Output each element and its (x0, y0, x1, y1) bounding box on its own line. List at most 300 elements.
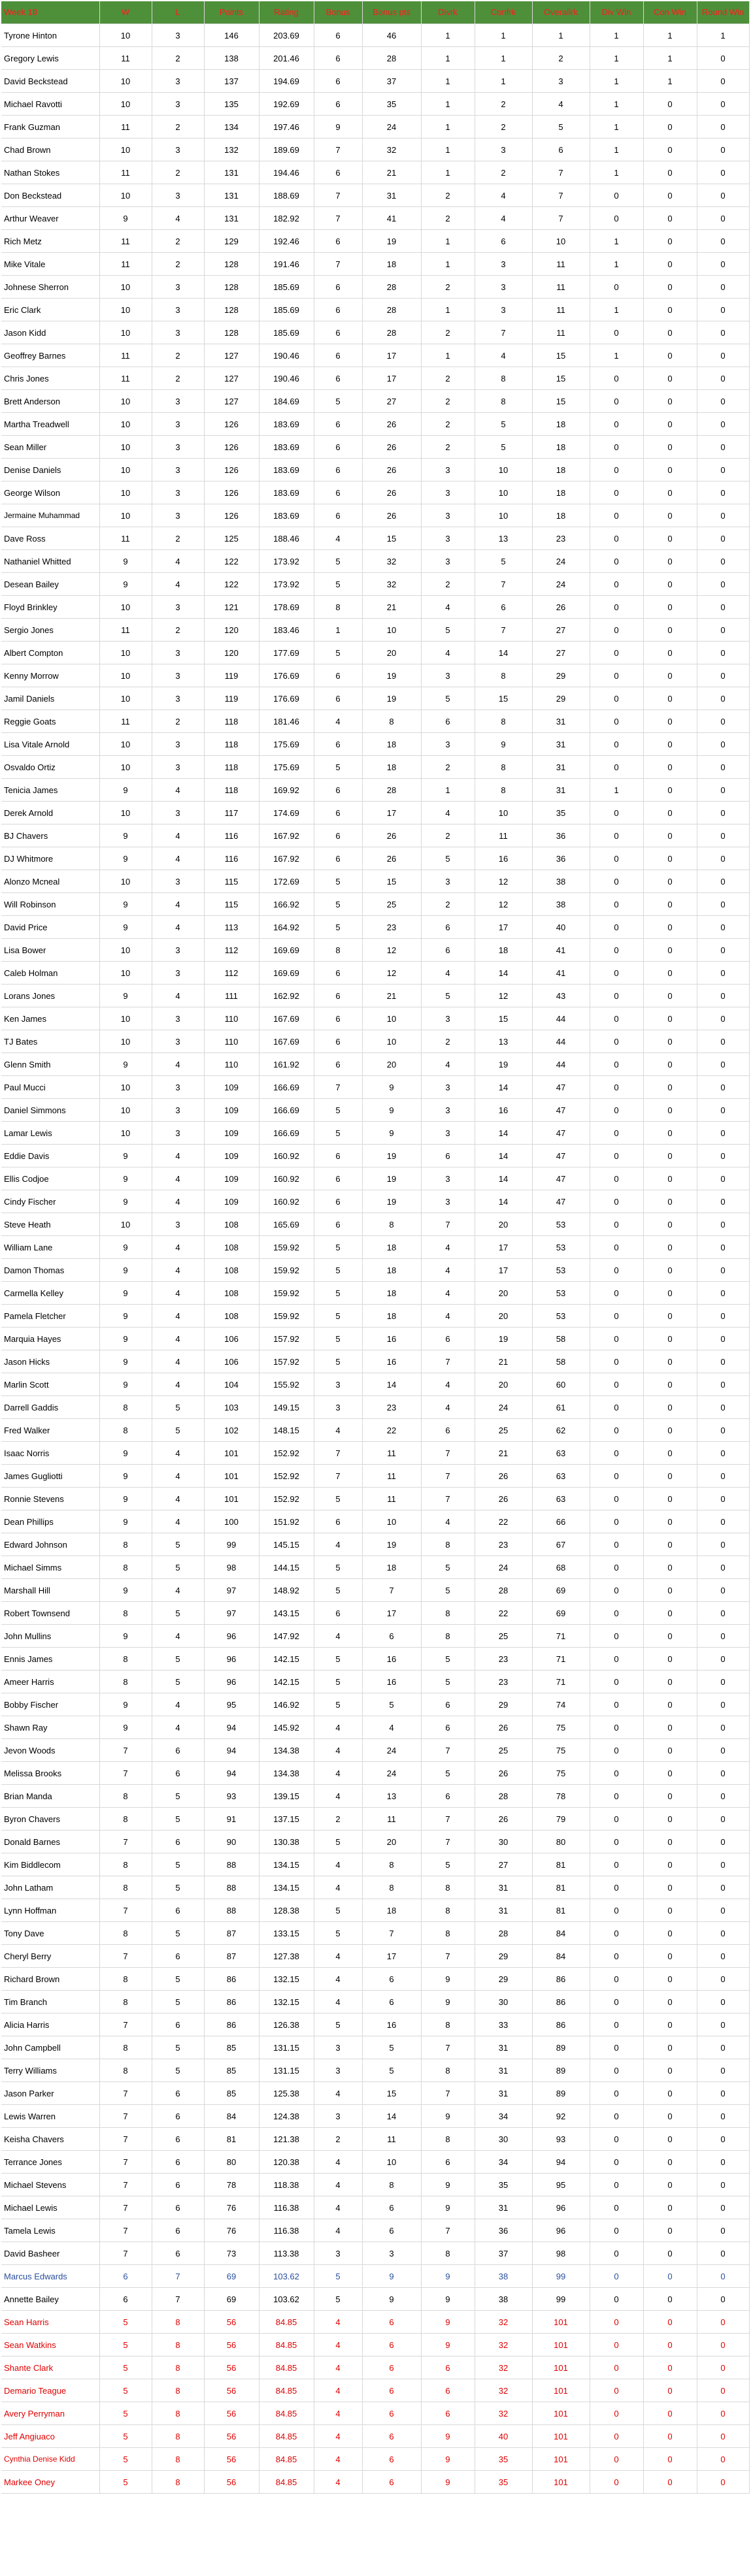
div-win: 0 (590, 459, 643, 481)
player-name: Alonzo Mcneal (1, 870, 99, 893)
div-rank: 2 (421, 367, 475, 390)
bonus: 6 (314, 93, 362, 116)
conf-rank: 4 (475, 184, 532, 207)
div-rank: 1 (421, 93, 475, 116)
con-win: 0 (643, 2379, 697, 2402)
table-row (1, 1876, 749, 1899)
bonus: 4 (314, 1876, 362, 1899)
conf-rank: 3 (475, 299, 532, 321)
round-win: 0 (697, 687, 749, 710)
overall-rank: 101 (532, 2402, 590, 2425)
div-win: 0 (590, 939, 643, 962)
conf-rank: 22 (475, 1510, 532, 1533)
wins: 8 (99, 2036, 152, 2059)
round-win: 0 (697, 2036, 749, 2059)
losses: 5 (152, 2036, 204, 2059)
bonus: 4 (314, 2174, 362, 2196)
div-rank: 9 (421, 2265, 475, 2288)
div-win: 0 (590, 367, 643, 390)
bonus-pts: 19 (362, 1533, 421, 1556)
points: 94 (204, 1762, 259, 1785)
rating: 173.92 (259, 550, 314, 573)
bonus-pts: 11 (362, 1808, 421, 1831)
wins: 7 (99, 2128, 152, 2151)
rating: 134.38 (259, 1739, 314, 1762)
div-rank: 2 (421, 390, 475, 413)
wins: 10 (99, 436, 152, 459)
table-row (1, 2356, 749, 2379)
overall-rank: 69 (532, 1579, 590, 1602)
wins: 7 (99, 2151, 152, 2174)
bonus-pts: 26 (362, 459, 421, 481)
overall-rank: 6 (532, 139, 590, 161)
div-win: 0 (590, 847, 643, 870)
table-row (1, 596, 749, 619)
player-name: TJ Bates (1, 1030, 99, 1053)
wins: 8 (99, 1648, 152, 1671)
div-rank: 8 (421, 2059, 475, 2082)
div-rank: 4 (421, 1510, 475, 1533)
overall-rank: 69 (532, 1602, 590, 1625)
div-rank: 2 (421, 184, 475, 207)
con-win: 0 (643, 1396, 697, 1419)
rating: 121.38 (259, 2128, 314, 2151)
points: 96 (204, 1648, 259, 1671)
bonus: 5 (314, 2014, 362, 2036)
con-win: 0 (643, 1190, 697, 1213)
player-name: James Gugliotti (1, 1465, 99, 1488)
table-row (1, 1510, 749, 1533)
wins: 8 (99, 1968, 152, 1991)
wins: 8 (99, 1533, 152, 1556)
con-win: 0 (643, 1922, 697, 1945)
round-win: 0 (697, 1671, 749, 1693)
rating: 103.62 (259, 2288, 314, 2311)
losses: 3 (152, 939, 204, 962)
rating: 152.92 (259, 1465, 314, 1488)
div-win: 0 (590, 870, 643, 893)
rating: 128.38 (259, 1899, 314, 1922)
div-win: 0 (590, 184, 643, 207)
conf-rank: 26 (475, 1488, 532, 1510)
points: 115 (204, 893, 259, 916)
points: 131 (204, 207, 259, 230)
table-row (1, 1808, 749, 1831)
div-win: 0 (590, 2036, 643, 2059)
table-row (1, 459, 749, 481)
player-name: Desean Bailey (1, 573, 99, 596)
overall-rank: 26 (532, 596, 590, 619)
points: 113 (204, 916, 259, 939)
div-win: 0 (590, 1236, 643, 1259)
player-name: Paul Mucci (1, 1076, 99, 1099)
conf-rank: 10 (475, 481, 532, 504)
bonus: 5 (314, 1259, 362, 1282)
rating: 178.69 (259, 596, 314, 619)
points: 119 (204, 664, 259, 687)
rating: 188.46 (259, 527, 314, 550)
conf-rank: 1 (475, 70, 532, 93)
losses: 2 (152, 253, 204, 276)
round-win: 0 (697, 459, 749, 481)
conf-rank: 8 (475, 390, 532, 413)
player-name: David Beckstead (1, 70, 99, 93)
div-rank: 2 (421, 756, 475, 779)
con-win: 0 (643, 2151, 697, 2174)
conf-rank: 3 (475, 253, 532, 276)
losses: 3 (152, 459, 204, 481)
overall-rank: 27 (532, 619, 590, 642)
player-name: John Campbell (1, 2036, 99, 2059)
column-header-round-win: Round Win (697, 1, 749, 24)
overall-rank: 47 (532, 1099, 590, 1122)
rating: 183.46 (259, 619, 314, 642)
table-row (1, 779, 749, 802)
overall-rank: 93 (532, 2128, 590, 2151)
table-row (1, 413, 749, 436)
wins: 9 (99, 1145, 152, 1167)
div-rank: 9 (421, 2196, 475, 2219)
div-win: 0 (590, 1350, 643, 1373)
bonus: 6 (314, 344, 362, 367)
player-name: Eddie Davis (1, 1145, 99, 1167)
table-row (1, 870, 749, 893)
overall-rank: 66 (532, 1510, 590, 1533)
rating: 159.92 (259, 1282, 314, 1305)
overall-rank: 43 (532, 985, 590, 1007)
con-win: 0 (643, 1145, 697, 1167)
points: 81 (204, 2128, 259, 2151)
rating: 130.38 (259, 1831, 314, 1853)
div-rank: 7 (421, 1831, 475, 1853)
table-row (1, 481, 749, 504)
round-win: 0 (697, 344, 749, 367)
div-rank: 8 (421, 1876, 475, 1899)
table-row (1, 1145, 749, 1167)
overall-rank: 5 (532, 116, 590, 139)
bonus-pts: 20 (362, 1053, 421, 1076)
round-win: 0 (697, 710, 749, 733)
points: 109 (204, 1076, 259, 1099)
bonus: 6 (314, 1213, 362, 1236)
points: 85 (204, 2059, 259, 2082)
con-win: 0 (643, 1579, 697, 1602)
points: 56 (204, 2356, 259, 2379)
player-name: Albert Compton (1, 642, 99, 664)
wins: 8 (99, 1396, 152, 1419)
table-row (1, 985, 749, 1007)
player-name: Michael Lewis (1, 2196, 99, 2219)
bonus: 4 (314, 2471, 362, 2494)
wins: 10 (99, 802, 152, 824)
bonus: 4 (314, 1991, 362, 2014)
con-win: 0 (643, 367, 697, 390)
losses: 4 (152, 1625, 204, 1648)
bonus-pts: 22 (362, 1419, 421, 1442)
bonus-pts: 17 (362, 367, 421, 390)
table-row (1, 893, 749, 916)
table-row (1, 2059, 749, 2082)
rating: 160.92 (259, 1145, 314, 1167)
overall-rank: 96 (532, 2196, 590, 2219)
points: 112 (204, 939, 259, 962)
wins: 7 (99, 2219, 152, 2242)
losses: 4 (152, 1167, 204, 1190)
conf-rank: 38 (475, 2265, 532, 2288)
overall-rank: 11 (532, 299, 590, 321)
points: 56 (204, 2379, 259, 2402)
conf-rank: 8 (475, 664, 532, 687)
bonus: 5 (314, 870, 362, 893)
wins: 10 (99, 1030, 152, 1053)
rating: 175.69 (259, 733, 314, 756)
div-win: 0 (590, 1122, 643, 1145)
overall-rank: 101 (532, 2334, 590, 2356)
overall-rank: 89 (532, 2059, 590, 2082)
rating: 190.46 (259, 344, 314, 367)
div-win: 1 (590, 139, 643, 161)
conf-rank: 19 (475, 1328, 532, 1350)
div-win: 1 (590, 24, 643, 47)
player-name: Brett Anderson (1, 390, 99, 413)
losses: 3 (152, 93, 204, 116)
div-rank: 5 (421, 1853, 475, 1876)
table-row (1, 1579, 749, 1602)
conf-rank: 21 (475, 1442, 532, 1465)
con-win: 0 (643, 2059, 697, 2082)
round-win: 0 (697, 299, 749, 321)
player-name: Donald Barnes (1, 1831, 99, 1853)
overall-rank: 63 (532, 1488, 590, 1510)
bonus-pts: 11 (362, 1442, 421, 1465)
bonus: 4 (314, 2402, 362, 2425)
player-name: Lorans Jones (1, 985, 99, 1007)
rating: 148.15 (259, 1419, 314, 1442)
losses: 5 (152, 1968, 204, 1991)
table-row (1, 47, 749, 70)
rating: 194.69 (259, 70, 314, 93)
div-rank: 3 (421, 1007, 475, 1030)
table-row (1, 1648, 749, 1671)
player-name: Reggie Goats (1, 710, 99, 733)
points: 109 (204, 1167, 259, 1190)
conf-rank: 10 (475, 802, 532, 824)
con-win: 0 (643, 1213, 697, 1236)
bonus: 7 (314, 184, 362, 207)
bonus: 5 (314, 1328, 362, 1350)
wins: 8 (99, 1671, 152, 1693)
overall-rank: 44 (532, 1030, 590, 1053)
player-name: Lisa Bower (1, 939, 99, 962)
table-row (1, 276, 749, 299)
rating: 131.15 (259, 2036, 314, 2059)
rating: 149.15 (259, 1396, 314, 1419)
bonus: 6 (314, 276, 362, 299)
overall-rank: 95 (532, 2174, 590, 2196)
conf-rank: 35 (475, 2448, 532, 2471)
div-rank: 6 (421, 1328, 475, 1350)
con-win: 0 (643, 1282, 697, 1305)
bonus: 5 (314, 1831, 362, 1853)
con-win: 0 (643, 2288, 697, 2311)
conf-rank: 12 (475, 893, 532, 916)
overall-rank: 86 (532, 1968, 590, 1991)
div-win: 0 (590, 1739, 643, 1762)
div-win: 0 (590, 573, 643, 596)
round-win: 0 (697, 390, 749, 413)
div-win: 0 (590, 321, 643, 344)
rating: 176.69 (259, 687, 314, 710)
points: 95 (204, 1693, 259, 1716)
points: 93 (204, 1785, 259, 1808)
con-win: 0 (643, 550, 697, 573)
column-header-bonus: Bonus (314, 1, 362, 24)
rating: 142.15 (259, 1648, 314, 1671)
table-row (1, 1739, 749, 1762)
con-win: 0 (643, 2356, 697, 2379)
round-win: 0 (697, 1465, 749, 1488)
div-win: 1 (590, 47, 643, 70)
div-rank: 9 (421, 2311, 475, 2334)
div-win: 0 (590, 1716, 643, 1739)
wins: 8 (99, 1419, 152, 1442)
bonus: 5 (314, 1648, 362, 1671)
div-rank: 5 (421, 1671, 475, 1693)
points: 56 (204, 2311, 259, 2334)
div-win: 0 (590, 2174, 643, 2196)
bonus-pts: 31 (362, 184, 421, 207)
points: 96 (204, 1625, 259, 1648)
round-win: 0 (697, 824, 749, 847)
conf-rank: 6 (475, 230, 532, 253)
div-rank: 1 (421, 161, 475, 184)
rating: 84.85 (259, 2311, 314, 2334)
div-rank: 2 (421, 573, 475, 596)
div-win: 0 (590, 1533, 643, 1556)
div-win: 0 (590, 1785, 643, 1808)
wins: 9 (99, 1442, 152, 1465)
div-win: 0 (590, 1373, 643, 1396)
div-rank: 9 (421, 2105, 475, 2128)
player-name: Glenn Smith (1, 1053, 99, 1076)
points: 110 (204, 1007, 259, 1030)
round-win: 0 (697, 139, 749, 161)
table-row (1, 733, 749, 756)
round-win: 0 (697, 1831, 749, 1853)
div-win: 0 (590, 481, 643, 504)
points: 56 (204, 2402, 259, 2425)
div-win: 0 (590, 1259, 643, 1282)
player-name: Brian Manda (1, 1785, 99, 1808)
round-win: 0 (697, 1076, 749, 1099)
wins: 8 (99, 1991, 152, 2014)
column-header-confrk: Confrk (475, 1, 532, 24)
losses: 4 (152, 1442, 204, 1465)
points: 103 (204, 1396, 259, 1419)
div-win: 0 (590, 1076, 643, 1099)
bonus: 5 (314, 1305, 362, 1328)
points: 118 (204, 756, 259, 779)
round-win: 0 (697, 436, 749, 459)
div-win: 0 (590, 2242, 643, 2265)
losses: 2 (152, 527, 204, 550)
losses: 5 (152, 1396, 204, 1419)
wins: 9 (99, 847, 152, 870)
rating: 148.92 (259, 1579, 314, 1602)
bonus-pts: 14 (362, 1373, 421, 1396)
div-win: 0 (590, 2471, 643, 2494)
overall-rank: 75 (532, 1762, 590, 1785)
bonus-pts: 6 (362, 1625, 421, 1648)
rating: 120.38 (259, 2151, 314, 2174)
rating: 160.92 (259, 1167, 314, 1190)
overall-rank: 81 (532, 1876, 590, 1899)
table-row (1, 1556, 749, 1579)
overall-rank: 41 (532, 962, 590, 985)
wins: 11 (99, 47, 152, 70)
wins: 10 (99, 93, 152, 116)
round-win: 0 (697, 116, 749, 139)
losses: 3 (152, 756, 204, 779)
bonus-pts: 17 (362, 344, 421, 367)
table-row (1, 207, 749, 230)
wins: 7 (99, 1762, 152, 1785)
bonus-pts: 10 (362, 1510, 421, 1533)
table-row (1, 1442, 749, 1465)
player-name: Johnese Sherron (1, 276, 99, 299)
overall-rank: 31 (532, 756, 590, 779)
points: 98 (204, 1556, 259, 1579)
rating: 84.85 (259, 2334, 314, 2356)
con-win: 0 (643, 2471, 697, 2494)
bonus: 4 (314, 2219, 362, 2242)
bonus-pts: 6 (362, 2196, 421, 2219)
bonus: 5 (314, 1236, 362, 1259)
wins: 10 (99, 1007, 152, 1030)
div-win: 0 (590, 2128, 643, 2151)
rating: 152.92 (259, 1442, 314, 1465)
wins: 5 (99, 2448, 152, 2471)
overall-rank: 101 (532, 2311, 590, 2334)
div-win: 0 (590, 2356, 643, 2379)
conf-rank: 6 (475, 596, 532, 619)
con-win: 0 (643, 1602, 697, 1625)
rating: 84.85 (259, 2356, 314, 2379)
con-win: 0 (643, 2014, 697, 2036)
losses: 2 (152, 367, 204, 390)
rating: 127.38 (259, 1945, 314, 1968)
conf-rank: 23 (475, 1533, 532, 1556)
rating: 144.15 (259, 1556, 314, 1579)
rating: 84.85 (259, 2425, 314, 2448)
con-win: 0 (643, 1510, 697, 1533)
overall-rank: 27 (532, 642, 590, 664)
con-win: 0 (643, 253, 697, 276)
overall-rank: 99 (532, 2265, 590, 2288)
points: 56 (204, 2448, 259, 2471)
div-rank: 7 (421, 1808, 475, 1831)
bonus-pts: 11 (362, 1465, 421, 1488)
table-row (1, 2402, 749, 2425)
div-win: 0 (590, 802, 643, 824)
con-win: 0 (643, 1671, 697, 1693)
bonus-pts: 6 (362, 2356, 421, 2379)
wins: 9 (99, 1053, 152, 1076)
conf-rank: 30 (475, 2128, 532, 2151)
div-rank: 9 (421, 1991, 475, 2014)
div-win: 0 (590, 1922, 643, 1945)
overall-rank: 84 (532, 1922, 590, 1945)
